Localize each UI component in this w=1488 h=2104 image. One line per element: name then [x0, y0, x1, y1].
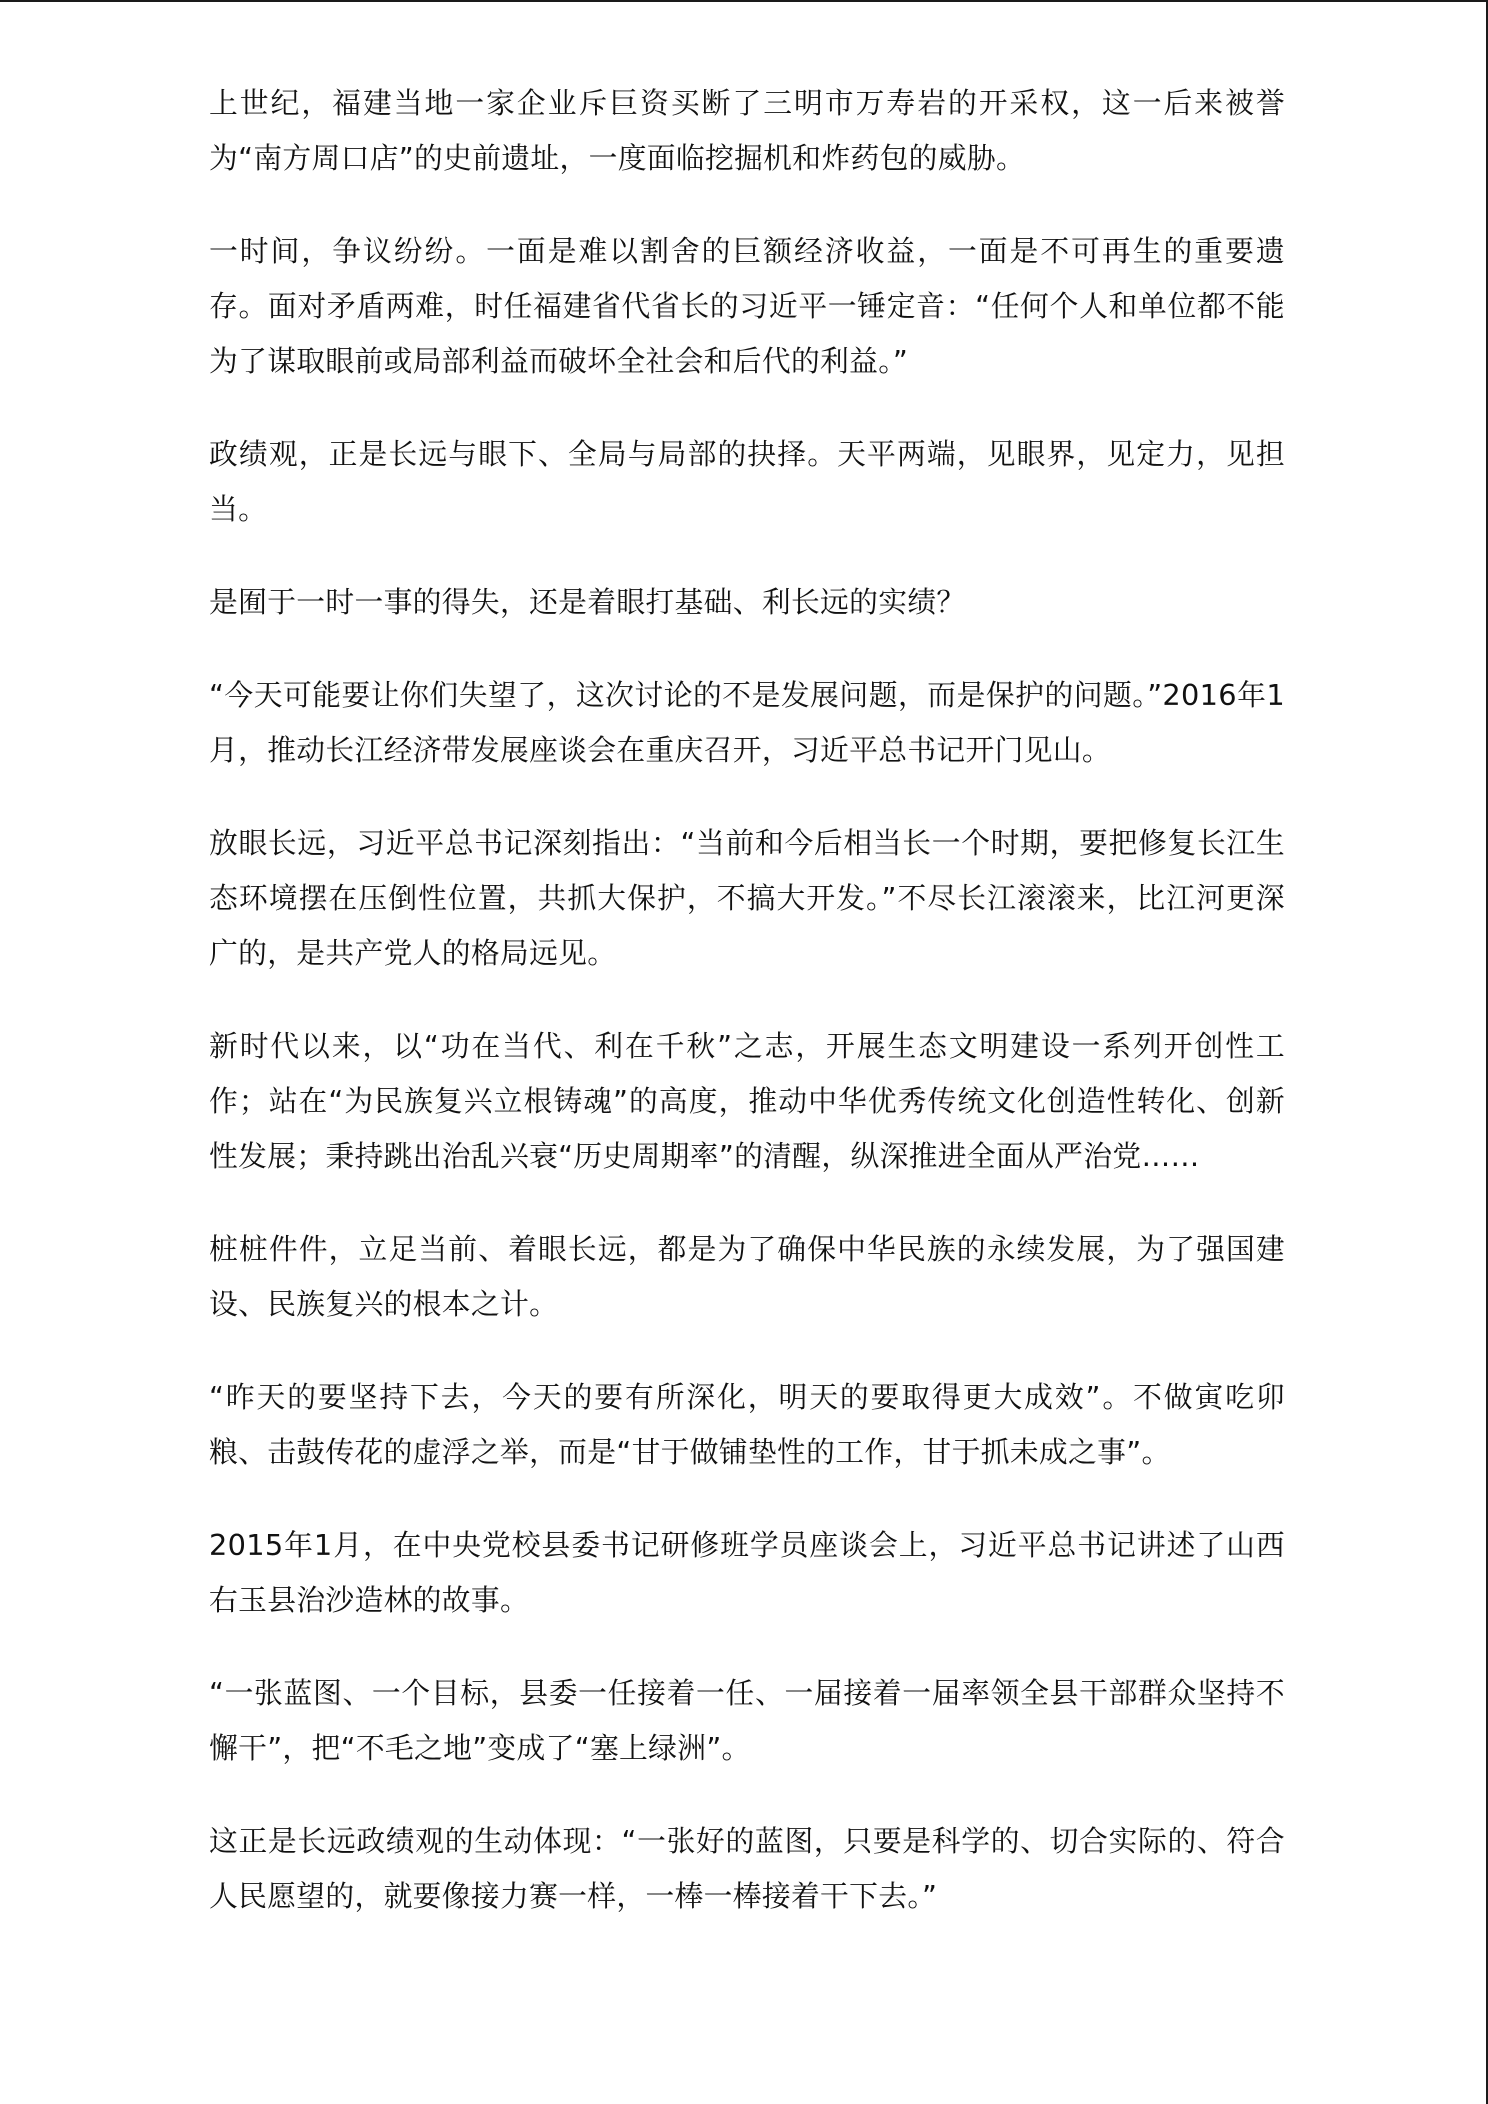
article-body [209, 76, 1285, 1962]
paragraph: 是囿于一时一事的得失，还是着眼打基础、利长远的实绩？ [209, 585, 966, 619]
paragraph: 新时代以来，以“功在当代、利在千秋”之志，开展生态文明建设一系列开创性工作；站在“为民族复兴立根铸魂”的高度，推动中华优秀传统文化创造性转化、创新性发展；秉持跳出治乱兴衰“历史周期率”的清醒，纵深推进全面从严治党…… [209, 1029, 1285, 1173]
paragraph: “一张蓝图、一个目标，县委一任接着一任、一届接着一届率领全县干部群众坚持不懈干”，把“不毛之地”变成了“塞上绿洲”。 [209, 1676, 1285, 1765]
paragraph: 政绩观，正是长远与眼下、全局与局部的抉择。天平两端，见眼界，见定力，见担当。 [209, 437, 1285, 526]
paragraph: 上世纪，福建当地一家企业斥巨资买断了三明市万寿岩的开采权，这一后来被誉为“南方周口店”的史前遗址，一度面临挖掘机和炸药包的威胁。 [209, 86, 1285, 175]
paragraph: 2015年1月，在中央党校县委书记研修班学员座谈会上，习近平总书记讲述了山西右玉县治沙造林的故事。 [209, 1528, 1285, 1617]
paragraph: 桩桩件件，立足当前、着眼长远，都是为了确保中华民族的永续发展，为了强国建设、民族复兴的根本之计。 [209, 1232, 1285, 1321]
paragraph: 这正是长远政绩观的生动体现：“一张好的蓝图，只要是科学的、切合实际的、符合人民愿望的，就要像接力赛一样，一棒一棒接着干下去。” [209, 1824, 1285, 1913]
paragraph: 放眼长远，习近平总书记深刻指出：“当前和今后相当长一个时期，要把修复长江生态环境摆在压倒性位置，共抓大保护，不搞大开发。”不尽长江滚滚来，比江河更深广的，是共产党人的格局远见。 [209, 826, 1285, 970]
paragraph: 一时间，争议纷纷。一面是难以割舍的巨额经济收益，一面是不可再生的重要遗存。面对矛盾两难，时任福建省代省长的习近平一锤定音：“任何个人和单位都不能为了谋取眼前或局部利益而破坏全社会和后代的利益。” [209, 234, 1285, 378]
paragraph: “昨天的要坚持下去，今天的要有所深化，明天的要取得更大成效”。不做寅吃卯粮、击鼓传花的虚浮之举，而是“甘于做铺垫性的工作，甘于抓未成之事”。 [209, 1380, 1285, 1469]
paragraph: “今天可能要让你们失望了，这次讨论的不是发展问题，而是保护的问题。”2016年1月，推动长江经济带发展座谈会在重庆召开，习近平总书记开门见山。 [209, 678, 1285, 767]
